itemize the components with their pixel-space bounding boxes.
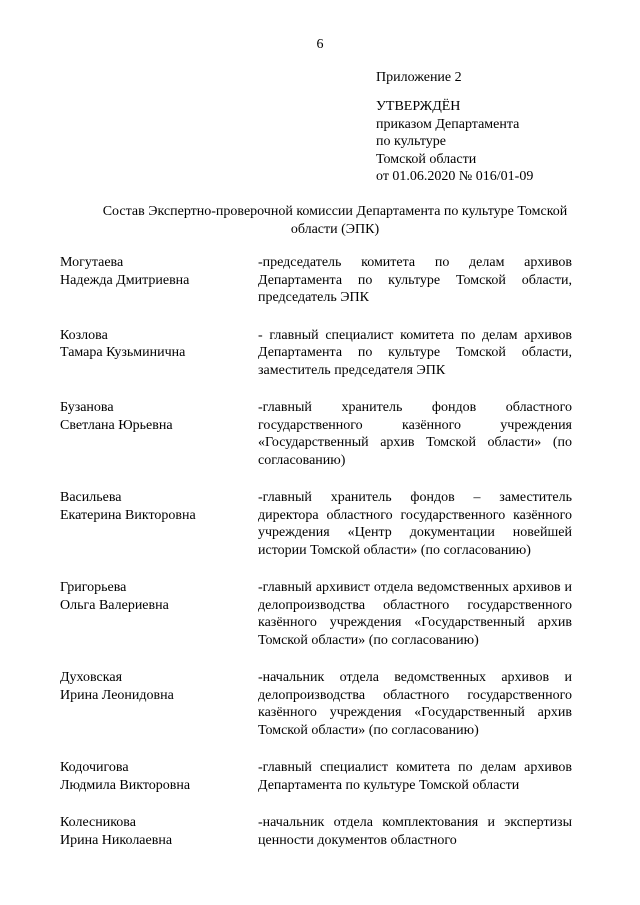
approval-heading: УТВЕРЖДЁН [376,99,461,114]
member-name [60,327,258,380]
appendix-label: Приложение 2 [376,70,462,85]
approval-line: Томской области [376,151,477,167]
member-surname: Козлова [60,327,108,343]
member-name [60,579,258,649]
member-surname: Колесникова [60,815,136,830]
member-given-names: Светлана Юрьевна [60,417,173,433]
member-row [60,489,580,559]
approval-date-number: от 01.06.2020 № 016/01-09 [376,169,534,184]
member-row [60,254,580,307]
member-name [60,254,258,307]
document-title: Состав Экспертно-проверочной комиссии Департамента по культуре Томской области (ЭПК) [102,204,568,237]
member-surname: Могутаева [60,255,124,270]
approval-line: приказом Департамента [376,116,520,132]
member-given-names: Тамара Кузьминична [60,345,186,360]
member-given-names: Ольга Валериевна [60,597,169,613]
member-row [60,579,580,649]
member-row [60,327,580,380]
member-role: -главный специалист комитета по делам архивов Департамента по культуре Томской области [258,760,572,793]
member-row [60,669,580,739]
member-row [60,814,580,849]
member-role: -начальник отдела ведомственных архивов и делопроизводства областного государственного казённого учреждения «Государственный архив Томской области» (по согласованию) [258,670,572,738]
member-given-names: Екатерина Викторовна [60,507,196,523]
member-given-names: Ирина Николаевна [60,832,173,848]
approval-line: по культуре [376,134,446,149]
member-surname: Григорьева [60,580,127,595]
member-surname: Кодочигова [60,760,129,775]
member-surname: Васильева [60,490,122,505]
member-name [60,814,258,849]
member-name [60,399,258,469]
member-role: -главный архивист отдела ведомственных архивов и делопроизводства областного государственного казённого учреждения «Государственный архив Томской области» (по согласованию) [258,580,572,648]
member-given-names: Людмила Викторовна [60,777,191,793]
member-name [60,489,258,559]
member-row [60,759,580,794]
member-role: -главный хранитель фондов – заместитель директора областного государственного казённого учреждения «Центр документации новейшей истории Томской области» (по согласованию) [258,490,572,558]
member-role: -начальник отдела комплектования и экспертизы ценности документов областного [258,815,572,848]
member-role: -главный хранитель фондов областного государственного казённого учреждения «Государственный архив Томской области» (по согласованию) [258,400,572,468]
member-name [60,759,258,794]
member-name [60,669,258,739]
member-given-names: Ирина Леонидовна [60,687,174,703]
members-list [60,254,580,869]
member-surname: Бузанова [60,400,114,415]
member-surname: Духовская [60,670,123,685]
member-row [60,399,580,469]
member-role: -председатель комитета по делам архивов Департамента по культуре Томской области, председатель ЭПК [258,255,572,305]
member-role: - главный специалист комитета по делам архивов Департамента по культуре Томской области, заместитель председателя ЭПК [258,327,572,378]
page-number: 6 [316,37,324,52]
member-given-names: Надежда Дмитриевна [60,272,190,288]
approval-block [376,98,616,186]
